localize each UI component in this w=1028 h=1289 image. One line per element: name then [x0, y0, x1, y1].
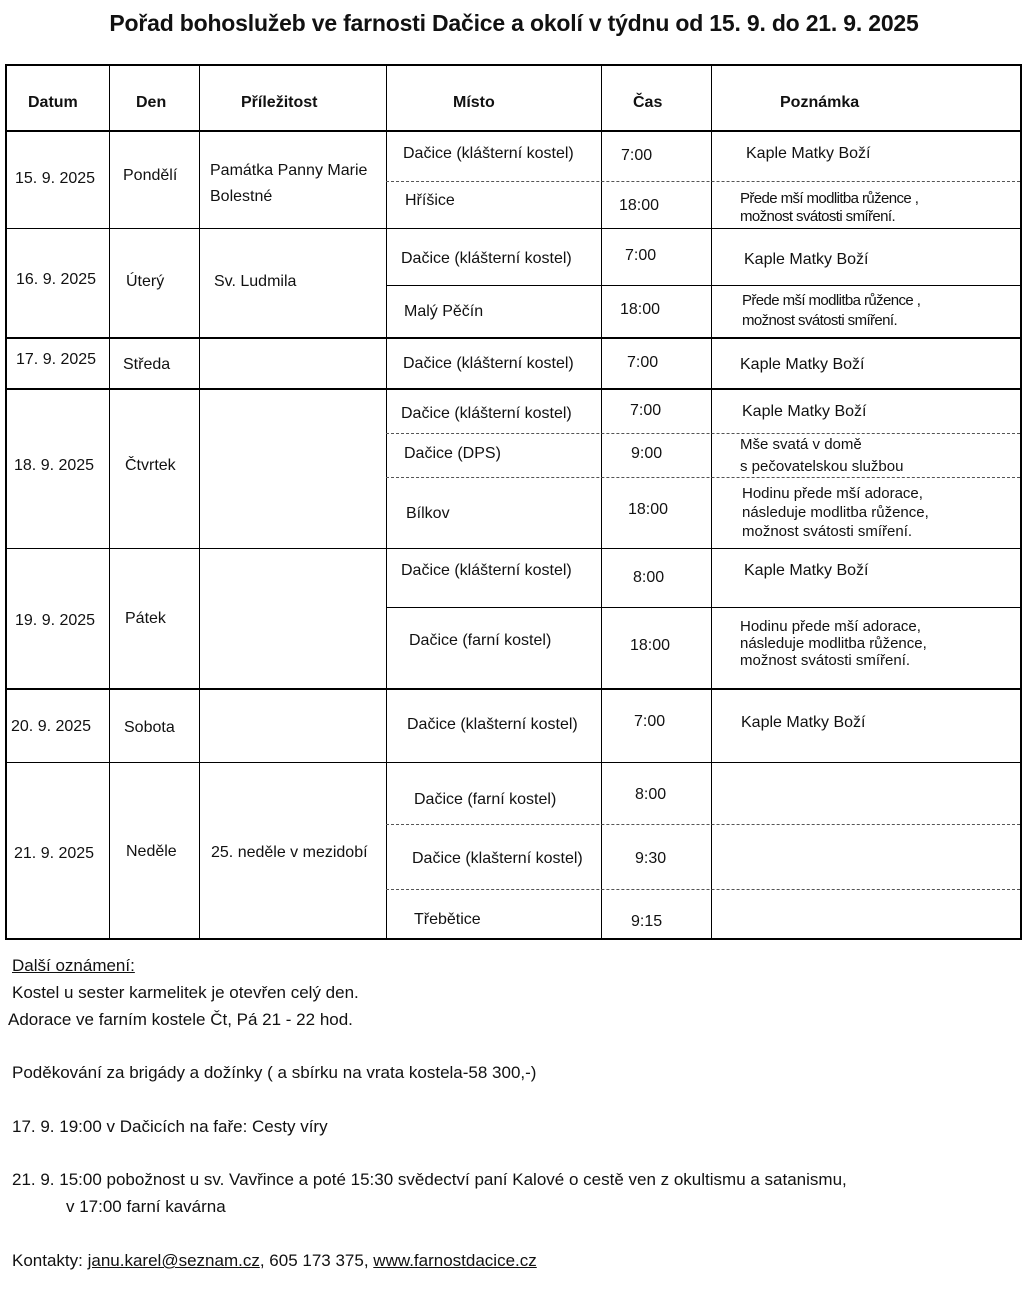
- cell-misto: Dačice (klašterní kostel): [412, 850, 583, 867]
- cell-cas: 7:00: [630, 402, 662, 419]
- website-link[interactable]: www.farnostdacice.cz: [373, 1251, 537, 1270]
- cell-datum: 15. 9. 2025: [15, 170, 96, 187]
- cell-den: Středa: [123, 356, 171, 373]
- service-separator: [386, 181, 1020, 182]
- cell-poznamka: s pečovatelskou službou: [740, 458, 904, 475]
- cell-cas: 7:00: [621, 147, 653, 164]
- header-prilezitost: Příležitost: [241, 94, 318, 111]
- cell-misto: Dačice (klašterní kostel): [407, 716, 578, 733]
- service-separator: [386, 433, 1020, 434]
- cell-cas: 9:15: [631, 913, 663, 930]
- cell-poznamka: Kaple Matky Boží: [746, 145, 871, 162]
- service-separator: [386, 889, 1020, 890]
- email-link[interactable]: janu.karel@seznam.cz: [87, 1251, 260, 1270]
- cell-cas: 18:00: [628, 501, 669, 518]
- cell-cas: 18:00: [630, 637, 671, 654]
- cell-poznamka: Kaple Matky Boží: [740, 356, 865, 373]
- cell-den: Pondělí: [123, 167, 178, 184]
- cell-poznamka: Kaple Matky Boží: [744, 562, 869, 579]
- cell-poznamka: Hodinu přede mší adorace,: [742, 485, 923, 502]
- contacts-prefix: Kontakty:: [12, 1251, 83, 1270]
- col-divider: [711, 66, 712, 938]
- cell-misto: Malý Pěčín: [404, 303, 484, 320]
- service-separator: [386, 607, 1020, 608]
- cell-den: Neděle: [126, 843, 177, 860]
- cell-prilezitost: Bolestné: [210, 188, 273, 205]
- cell-misto: Bílkov: [406, 505, 450, 522]
- cell-poznamka: následuje modlitba růžence,: [740, 635, 927, 652]
- cell-den: Úterý: [126, 273, 165, 290]
- row-separator: [7, 762, 1020, 763]
- cell-misto: Dačice (klášterní kostel): [403, 145, 574, 162]
- announcement-line: Kostel u sester karmelitek je otevřen celý den.: [12, 983, 359, 1002]
- header-misto: Místo: [453, 94, 495, 111]
- cell-cas: 8:00: [635, 786, 667, 803]
- contacts-phone: 605 173 375,: [269, 1251, 369, 1270]
- row-separator: [7, 548, 1020, 549]
- cell-poznamka: Mše svatá v domě: [740, 436, 862, 453]
- announcement-line: 17. 9. 19:00 v Dačicích na faře: Cesty víry: [12, 1117, 328, 1136]
- announcement-line: v 17:00 farní kavárna: [66, 1197, 226, 1216]
- cell-misto: Dačice (klášterní kostel): [401, 250, 572, 267]
- header-datum: Datum: [28, 94, 78, 111]
- header-cas: Čas: [633, 94, 663, 111]
- cell-misto: Dačice (DPS): [404, 445, 501, 462]
- cell-datum: 18. 9. 2025: [14, 457, 95, 474]
- row-separator: [7, 388, 1020, 390]
- schedule-table: [5, 64, 1022, 940]
- header-poznamka: Poznámka: [780, 94, 860, 111]
- cell-misto: Hříšice: [405, 192, 455, 209]
- cell-poznamka: Kaple Matky Boží: [741, 714, 866, 731]
- cell-den: Sobota: [124, 719, 175, 736]
- announcement-line: Poděkování za brigády a dožínky ( a sbírku na vrata kostela-58 300,-): [12, 1063, 537, 1082]
- cell-poznamka: možnost svátosti smíření.: [742, 312, 898, 329]
- cell-misto: Dačice (klášterní kostel): [401, 562, 572, 579]
- cell-prilezitost: 25. neděle v mezidobí: [211, 844, 368, 861]
- cell-misto: Dačice (farní kostel): [409, 632, 552, 649]
- cell-poznamka: Přede mší modlitba růžence ,: [742, 292, 921, 309]
- row-separator: [7, 688, 1020, 690]
- cell-datum: 19. 9. 2025: [15, 612, 96, 629]
- cell-poznamka: Hodinu přede mší adorace,: [740, 618, 921, 635]
- cell-poznamka: Kaple Matky Boží: [744, 251, 869, 268]
- cell-cas: 18:00: [620, 301, 661, 318]
- announcement-line: Adorace ve farním kostele Čt, Pá 21 - 22 hod.: [8, 1010, 353, 1029]
- col-divider: [601, 66, 602, 938]
- cell-poznamka: Kaple Matky Boží: [742, 403, 867, 420]
- announcement-line: 21. 9. 15:00 pobožnost u sv. Vavřince a poté 15:30 svědectví paní Kalové o cestě ven z okultismu a satanismu,: [12, 1170, 847, 1189]
- cell-misto: Dačice (farní kostel): [414, 791, 557, 808]
- row-separator: [7, 228, 1020, 229]
- cell-poznamka: možnost svátosti smíření.: [740, 208, 896, 225]
- cell-cas: 9:30: [635, 850, 667, 867]
- header-den: Den: [136, 94, 167, 111]
- cell-datum: 16. 9. 2025: [16, 271, 97, 288]
- row-separator: [7, 337, 1020, 339]
- cell-misto: Dačice (klášterní kostel): [403, 355, 574, 372]
- cell-cas: 9:00: [631, 445, 663, 462]
- cell-den: Pátek: [125, 610, 166, 627]
- cell-cas: 7:00: [634, 713, 666, 730]
- cell-datum: 20. 9. 2025: [11, 718, 92, 735]
- cell-cas: 8:00: [633, 569, 665, 586]
- cell-den: Čtvrtek: [125, 457, 176, 474]
- cell-prilezitost: Památka Panny Marie: [210, 162, 368, 179]
- service-separator: [386, 477, 1020, 478]
- service-separator: [386, 285, 1020, 286]
- cell-poznamka: Přede mší modlitba růžence ,: [740, 190, 919, 207]
- cell-prilezitost: Sv. Ludmila: [214, 273, 297, 290]
- cell-poznamka: možnost svátosti smíření.: [742, 523, 913, 540]
- contacts-separator: ,: [259, 1251, 265, 1270]
- cell-cas: 7:00: [627, 354, 659, 371]
- announcements-heading: Další oznámení:: [12, 956, 135, 975]
- cell-datum: 21. 9. 2025: [14, 845, 95, 862]
- contacts-line: [12, 1251, 537, 1271]
- cell-misto: Dačice (klášterní kostel): [401, 405, 572, 422]
- col-divider: [109, 66, 110, 938]
- header-separator: [7, 130, 1020, 132]
- cell-cas: 7:00: [625, 247, 657, 264]
- cell-poznamka: následuje modlitba růžence,: [742, 504, 929, 521]
- cell-poznamka: možnost svátosti smíření.: [740, 652, 911, 669]
- page-title: Pořad bohoslužeb ve farnosti Dačice a okolí v týdnu od 15. 9. do 21. 9. 2025: [109, 10, 919, 36]
- cell-datum: 17. 9. 2025: [16, 351, 97, 368]
- col-divider: [199, 66, 200, 938]
- cell-misto: Třebětice: [414, 911, 481, 928]
- col-divider: [386, 66, 387, 938]
- service-separator: [386, 824, 1020, 825]
- cell-cas: 18:00: [619, 197, 660, 214]
